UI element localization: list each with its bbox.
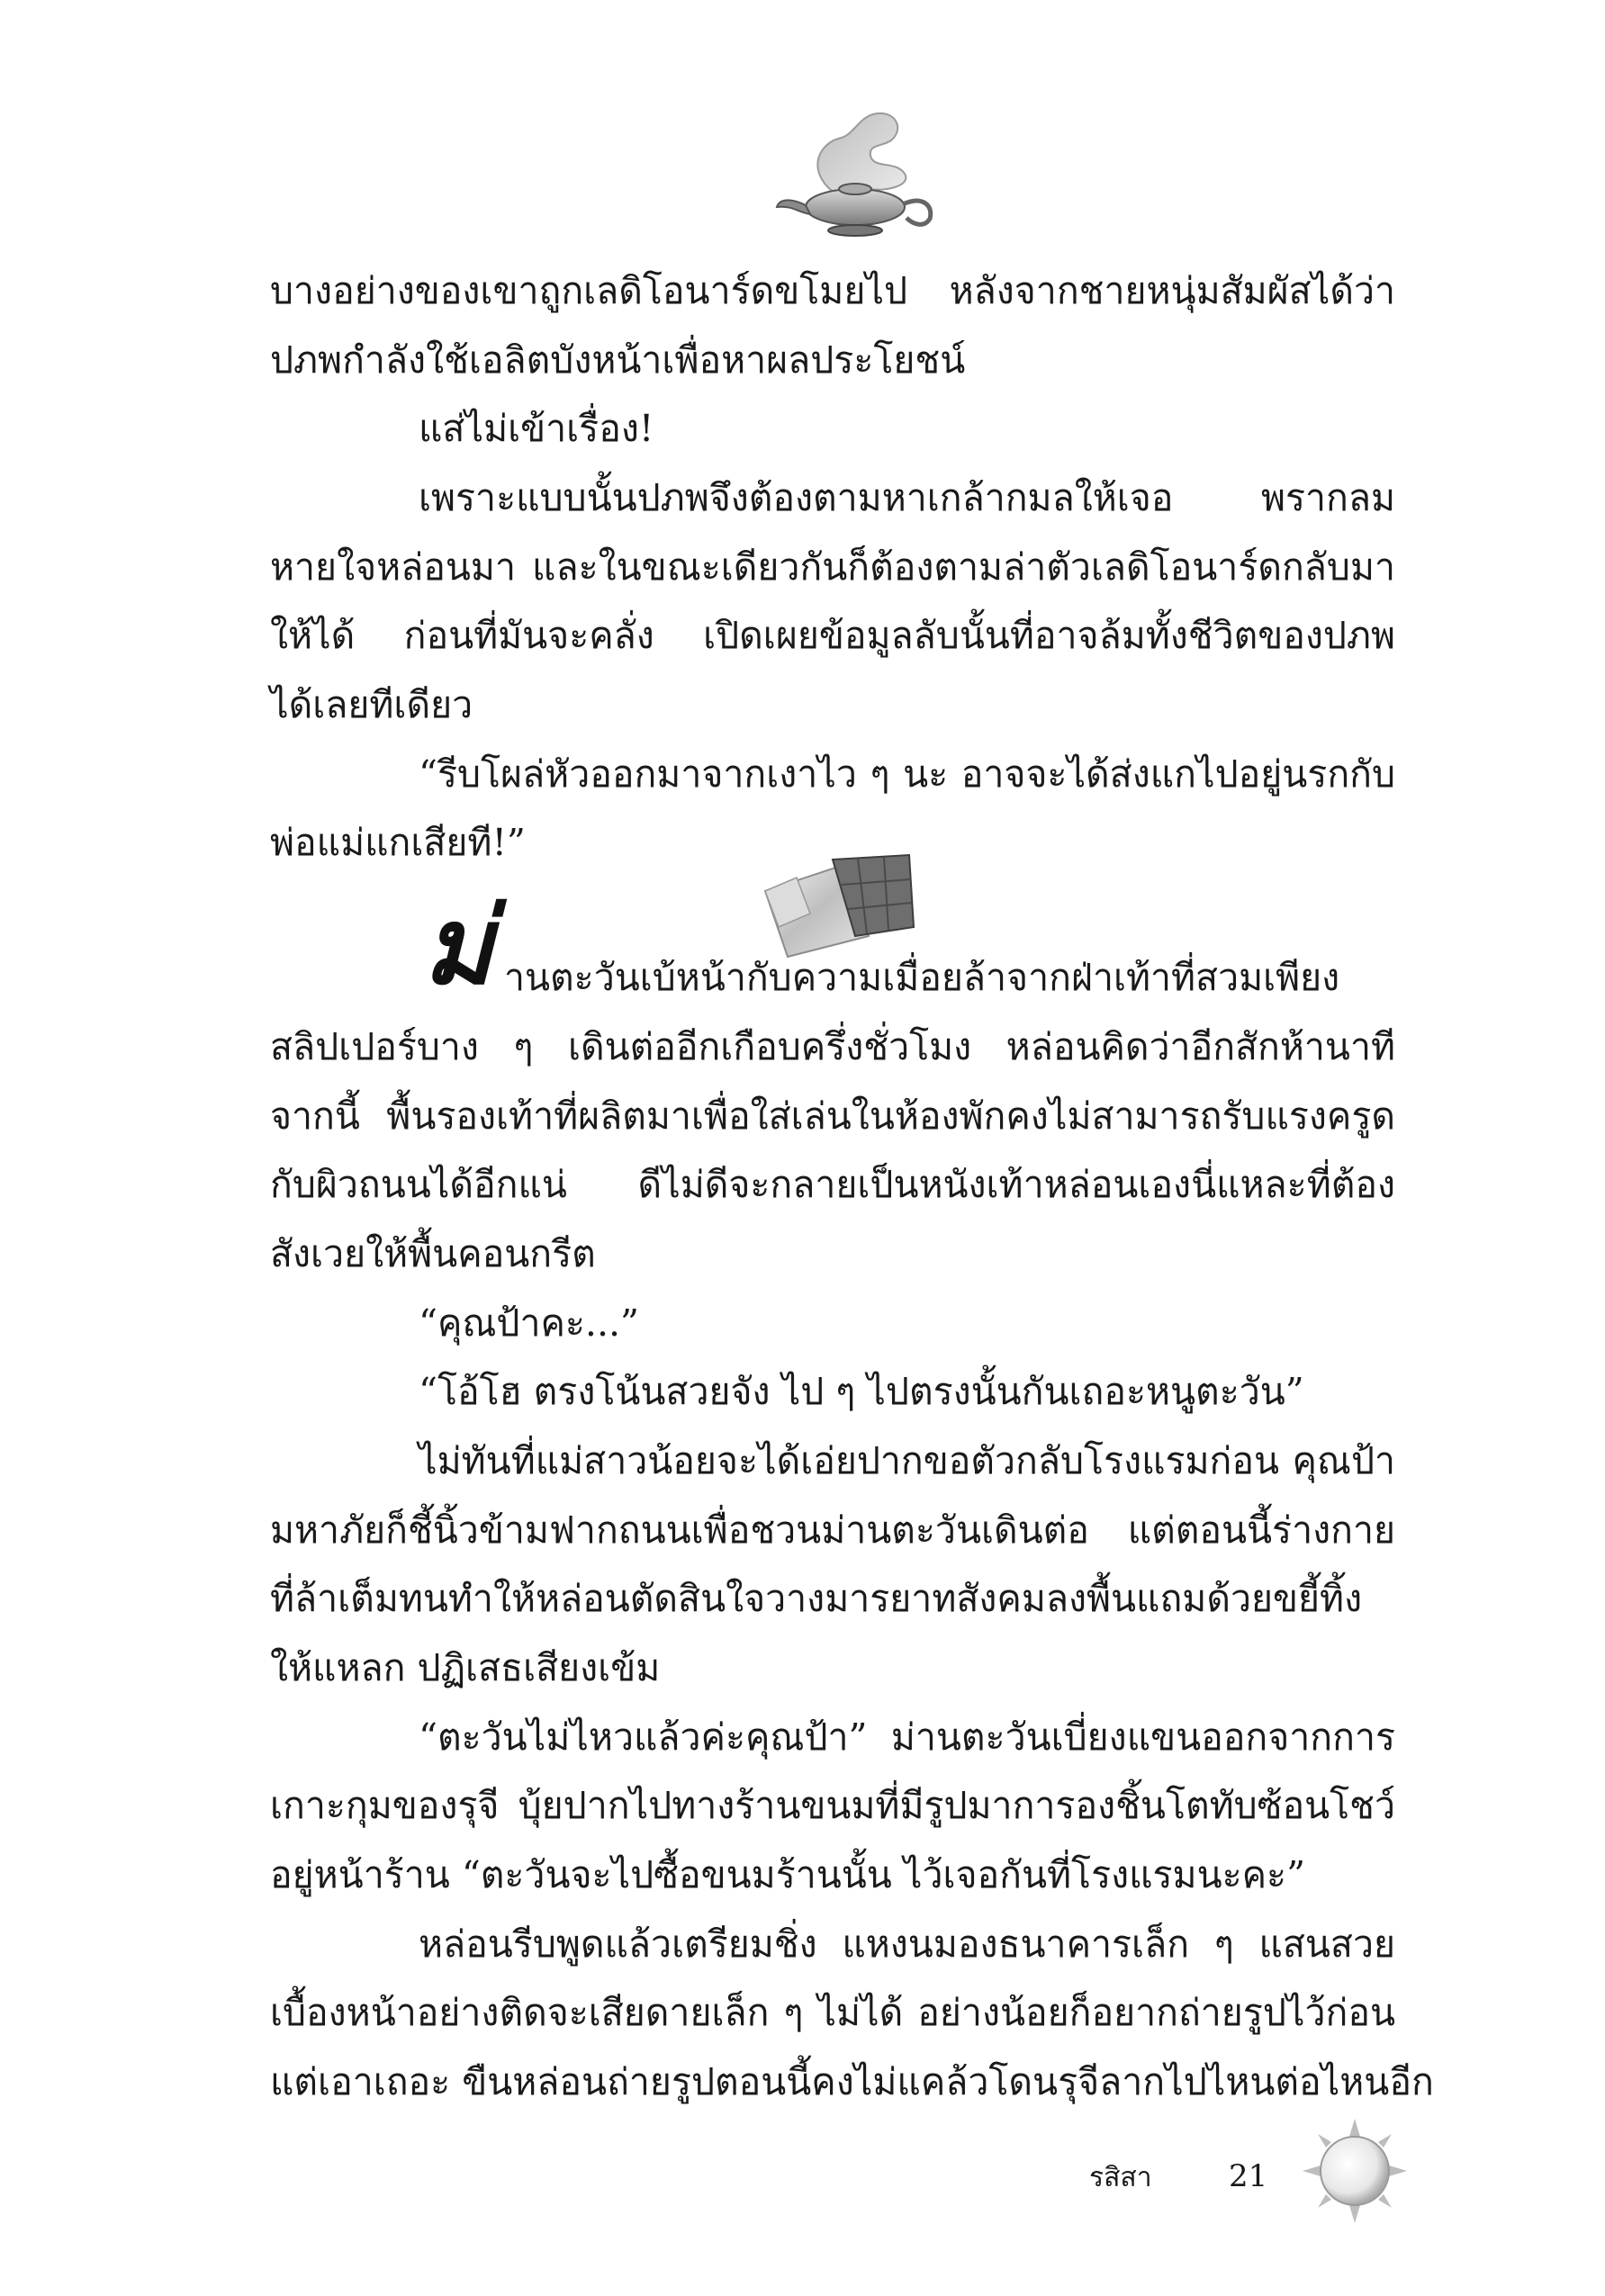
text-line: กับผิวถนนได้อีกแน่ ดีไม่ดีจะกลายเป็นหนังเท้าหล่อนเองนี่แหละที่ต้อง [270, 1163, 1395, 1206]
text-line: ให้แหลก ปฏิเสธเสียงเข้ม [270, 1646, 661, 1689]
text-line: อยู่หน้าร้าน “ตะวันจะไปซื้อขนมร้านนั้น ไว้เจอกันที่โรงแรมนะคะ” [270, 1853, 1306, 1896]
text-line: “รีบโผล่หัวออกมาจากเงาไว ๆ นะ อาจจะได้ส่งแกไปอยู่นรกกับ [419, 752, 1395, 796]
text-line: ได้เลยทีเดียว [270, 683, 473, 726]
text-line: เกาะกุมของรุจี บุ้ยปากไปทางร้านขนมที่มีรูปมาการองชิ้นโตทับซ้อนโชว์ [270, 1784, 1395, 1827]
text-line: เบื้องหน้าอย่างติดจะเสียดายเล็ก ๆ ไม่ได้ อย่างน้อยก็อยากถ่ายรูปไว้ก่อน [270, 1991, 1395, 2034]
text-line: สลิปเปอร์บาง ๆ เดินต่ออีกเกือบครึ่งชั่วโมง หล่อนคิดว่าอีกสักห้านาที [270, 1025, 1395, 1068]
text-line: แต่เอาเถอะ ขืนหล่อนถ่ายรูปตอนนี้คงไม่แคล้วโดนรุจีลากไปไหนต่อไหนอีก [270, 2060, 1434, 2103]
text-line: านตะวันเบ้หน้ากับความเมื่อยล้าจากฝ่าเท้าที่สวมเพียง [504, 956, 1340, 999]
page-number: 21 [1229, 2158, 1268, 2194]
text-line: บางอย่างของเขาถูกเลดิโอนาร์ดขโมยไป หลังจากชายหนุ่มสัมผัสได้ว่า [270, 269, 1395, 312]
sun-icon [1301, 2117, 1409, 2225]
text-line: พ่อแม่แกเสียที!” [270, 821, 526, 864]
text-line: ให้ได้ ก่อนที่มันจะคลั่ง เปิดเผยข้อมูลลับนั้นที่อาจล้มทั้งชีวิตของปภพ [270, 614, 1395, 657]
text-line: ปภพกำลังใช้เอลิตบังหน้าเพื่อหาผลประโยชน์ [270, 338, 966, 382]
text-line: จากนี้ พื้นรองเท้าที่ผลิตมาเพื่อใส่เล่นในห้องพักคงไม่สามารถรับแรงครูด [270, 1094, 1395, 1138]
text-line: แส่ไม่เข้าเรื่อง! [419, 407, 654, 450]
footer-book-title: รสิสา [1089, 2162, 1152, 2193]
text-line: “โอ้โฮ ตรงโน้นสวยจัง ไป ๆ ไปตรงนั้นกันเถอะหนูตะวัน” [419, 1370, 1304, 1413]
text-line: หายใจหล่อนมา และในขณะเดียวกันก็ต้องตามล่าตัวเลดิโอนาร์ดกลับมา [270, 545, 1395, 589]
text-line: มหาภัยก็ชี้นิ้วข้ามฟากถนนเพื่อชวนม่านตะวันเดินต่อ แต่ตอนนี้ร่างกาย [270, 1508, 1395, 1552]
text-line: ที่ล้าเต็มทนทำให้หล่อนตัดสินใจวางมารยาทสังคมลงพื้นแถมด้วยขยี้ทิ้ง [270, 1577, 1363, 1620]
text-line: ไม่ทันที่แม่สาวน้อยจะได้เอ่ยปากขอตัวกลับโรงแรมก่อน คุณป้า [419, 1439, 1395, 1482]
text-line: หล่อนรีบพูดแล้วเตรียมชิ่ง แหงนมองธนาคารเล็ก ๆ แสนสวย [419, 1922, 1395, 1966]
text-line: “คุณป้าคะ...” [419, 1301, 639, 1345]
chocolate-bar-icon [761, 851, 918, 959]
text-line: “ตะวันไม่ไหวแล้วค่ะคุณป้า” ม่านตะวันเบี่ยงแขนออกจากการ [419, 1715, 1395, 1759]
genie-lamp-icon [770, 106, 941, 241]
text-line: เพราะแบบนั้นปภพจึงต้องตามหาเกล้ากมลให้เจอ พรากลม [419, 476, 1395, 519]
text-line: สังเวยให้พื้นคอนกรีต [270, 1232, 596, 1275]
drop-cap: ม่ [423, 884, 493, 1008]
